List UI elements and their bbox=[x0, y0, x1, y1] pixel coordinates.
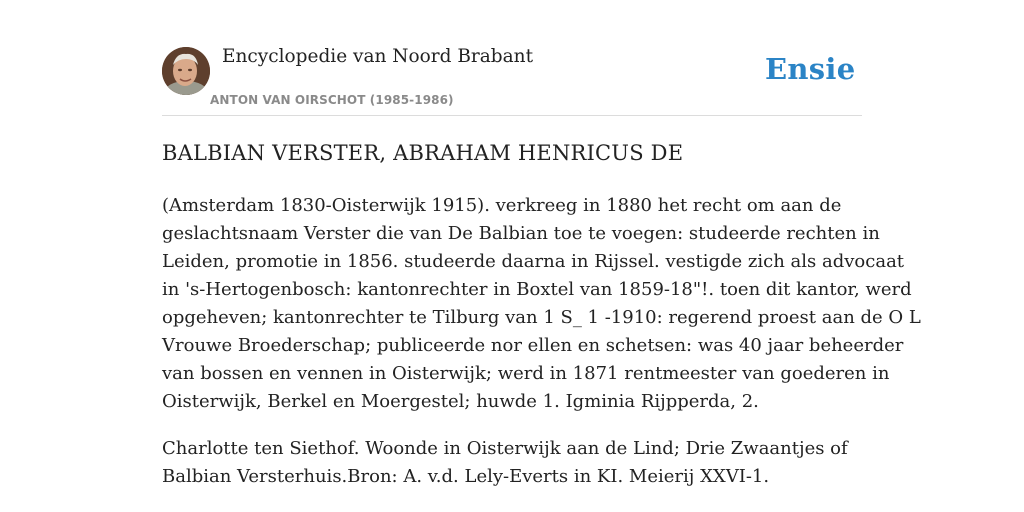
paragraph-line: Vrouwe Broederschap; publiceerde nor ellen en schetsen: was 40 jaar beheerder bbox=[162, 335, 904, 356]
paragraph-line: Charlotte ten Siethof. Woonde in Oisterwijk aan de Lind; Drie Zwaantjes of bbox=[162, 438, 848, 459]
ensie-logo[interactable]: Ensie bbox=[765, 52, 856, 86]
source-title[interactable]: Encyclopedie van Noord Brabant bbox=[222, 46, 534, 67]
paragraph-line: Leiden, promotie in 1856. studeerde daarna in Rijssel. vestigde zich als advocaat bbox=[162, 251, 905, 272]
portrait-photo-icon bbox=[162, 47, 210, 95]
article-paragraph bbox=[162, 435, 848, 491]
paragraph-line: in 's-Hertogenbosch: kantonrechter in Boxtel van 1859-18"!. toen dit kantor, werd bbox=[162, 279, 912, 300]
paragraph-line: Balbian Versterhuis.Bron: A. v.d. Lely-Everts in KI. Meierij XXVI-1. bbox=[162, 466, 770, 487]
article-paragraph bbox=[162, 192, 921, 416]
header-divider bbox=[162, 115, 862, 116]
article-title: BALBIAN VERSTER, ABRAHAM HENRICUS DE bbox=[162, 141, 684, 165]
paragraph-line: van bossen en vennen in Oisterwijk; werd in 1871 rentmeester van goederen in bbox=[162, 363, 890, 384]
author-avatar[interactable] bbox=[162, 47, 210, 95]
paragraph-line: Oisterwijk, Berkel en Moergestel; huwde 1. Igminia Rijpperda, 2. bbox=[162, 391, 759, 412]
paragraph-line: (Amsterdam 1830-Oisterwijk 1915). verkreeg in 1880 het recht om aan de bbox=[162, 195, 842, 216]
author-name[interactable]: ANTON VAN OIRSCHOT (1985-1986) bbox=[210, 93, 454, 107]
paragraph-line: opgeheven; kantonrechter te Tilburg van 1 S_ 1 -1910: regerend proest aan de O L bbox=[162, 307, 921, 328]
paragraph-line: geslachtsnaam Verster die van De Balbian toe te voegen: studeerde rechten in bbox=[162, 223, 880, 244]
